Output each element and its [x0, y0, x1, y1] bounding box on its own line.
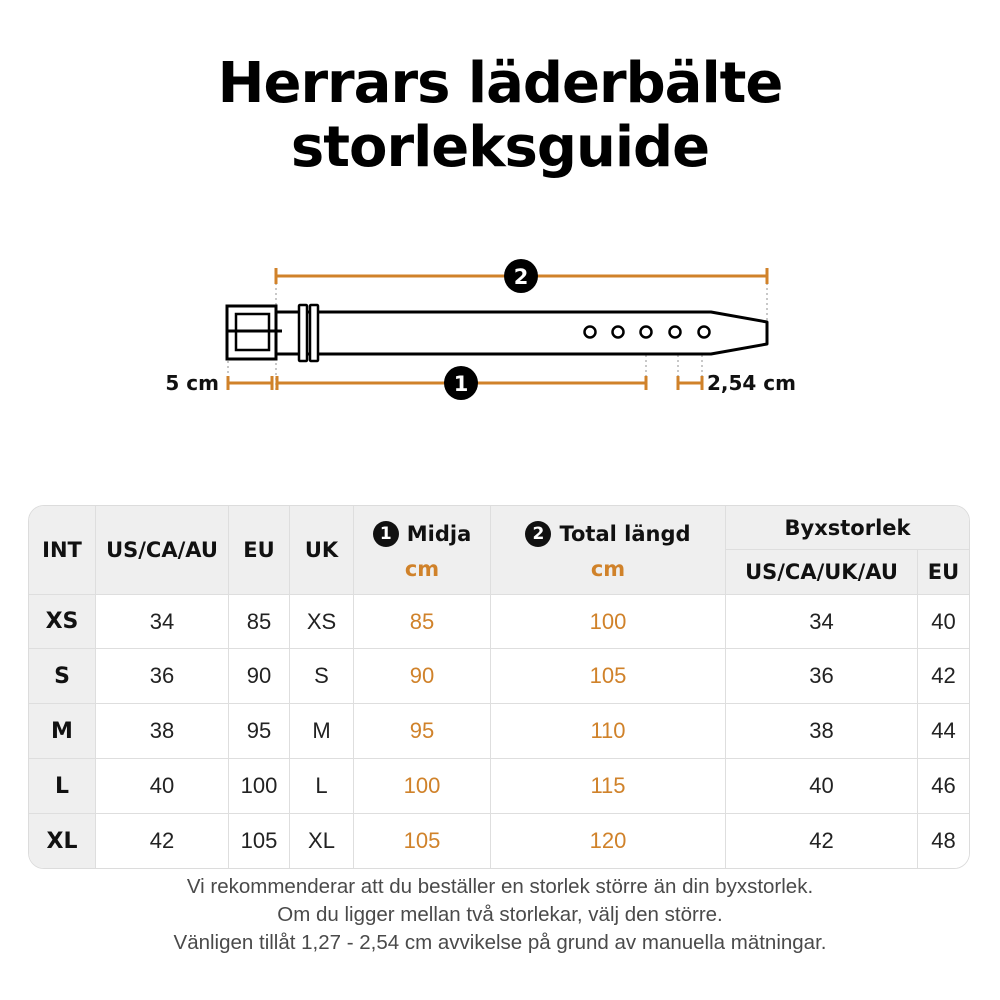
badge-waist-text: 1 — [453, 372, 469, 396]
footnote-line-3: Vänligen tillåt 1,27 - 2,54 cm avvikelse på grund av manuella mätningar. — [173, 931, 827, 954]
header-us: US/CA/AU — [96, 506, 229, 595]
cell-pants-us: 38 — [726, 704, 918, 759]
cell-uk: L — [290, 759, 354, 814]
header-pants-us: US/CA/UK/AU — [726, 550, 918, 595]
cell-total: 120 — [491, 814, 726, 868]
header-uk: UK — [290, 506, 354, 595]
cell-total: 100 — [491, 595, 726, 649]
cell-total: 110 — [491, 704, 726, 759]
cell-int: XS — [29, 595, 96, 649]
belt-icon — [226, 305, 767, 361]
header-pants-eu: EU — [918, 550, 969, 595]
title-line-1: Herrars läderbälte — [217, 51, 783, 116]
header-total-label: Total längd — [559, 521, 691, 546]
cell-waist: 95 — [354, 704, 491, 759]
cell-pants-us: 36 — [726, 649, 918, 704]
cell-eu: 105 — [229, 814, 290, 868]
header-total — [491, 506, 726, 595]
cell-pants-eu: 40 — [918, 595, 969, 649]
cell-waist: 85 — [354, 595, 491, 649]
size-chart-table — [28, 505, 970, 869]
header-waist — [354, 506, 491, 595]
footnote-line-1: Vi rekommenderar att du beställer en storlek större än din byxstorlek. — [186, 875, 814, 898]
footnote-line-2: Om du ligger mellan två storlekar, välj den större. — [277, 903, 723, 926]
cell-us: 38 — [96, 704, 229, 759]
cell-eu: 85 — [229, 595, 290, 649]
badge-total-header-icon: 2 — [525, 521, 551, 547]
cell-int: S — [29, 649, 96, 704]
cell-pants-eu: 46 — [918, 759, 969, 814]
hole-spacing-label: 2,54 cm — [707, 371, 797, 395]
cell-total: 115 — [491, 759, 726, 814]
cell-pants-us: 34 — [726, 595, 918, 649]
cell-us: 42 — [96, 814, 229, 868]
cell-uk: XL — [290, 814, 354, 868]
buckle-width-dimension — [165, 371, 272, 395]
buckle-width-label: 5 cm — [165, 371, 219, 395]
cell-eu: 90 — [229, 649, 290, 704]
cell-us: 34 — [96, 595, 229, 649]
cell-pants-eu: 48 — [918, 814, 969, 868]
cell-pants-eu: 42 — [918, 649, 969, 704]
cell-int: L — [29, 759, 96, 814]
hole-spacing-dimension — [678, 371, 796, 395]
table-row — [29, 595, 969, 649]
table-row — [29, 649, 969, 704]
cell-us: 36 — [96, 649, 229, 704]
cell-waist: 100 — [354, 759, 491, 814]
header-eu: EU — [229, 506, 290, 595]
header-pants: Byxstorlek — [726, 506, 969, 550]
badge-total-text: 2 — [513, 265, 529, 289]
cell-pants-us: 42 — [726, 814, 918, 868]
footnote — [0, 873, 1000, 957]
total-length-dimension — [276, 259, 767, 293]
waist-dimension — [277, 366, 646, 400]
cell-uk: S — [290, 649, 354, 704]
table-row — [29, 759, 969, 814]
cell-total: 105 — [491, 649, 726, 704]
cell-waist: 90 — [354, 649, 491, 704]
cell-int: M — [29, 704, 96, 759]
cell-eu: 95 — [229, 704, 290, 759]
header-waist-unit: cm — [404, 556, 440, 581]
cell-eu: 100 — [229, 759, 290, 814]
cell-int: XL — [29, 814, 96, 868]
cell-uk: XS — [290, 595, 354, 649]
belt-diagram — [0, 0, 1000, 470]
table-row — [29, 814, 969, 868]
header-int: INT — [29, 506, 96, 595]
header-waist-label: Midja — [406, 521, 472, 546]
cell-uk: M — [290, 704, 354, 759]
cell-pants-eu: 44 — [918, 704, 969, 759]
header-total-unit: cm — [590, 556, 626, 581]
cell-us: 40 — [96, 759, 229, 814]
title-line-2: storleksguide — [290, 115, 710, 180]
table-row — [29, 704, 969, 759]
cell-pants-us: 40 — [726, 759, 918, 814]
cell-waist: 105 — [354, 814, 491, 868]
badge-waist-header-icon: 1 — [373, 521, 399, 547]
